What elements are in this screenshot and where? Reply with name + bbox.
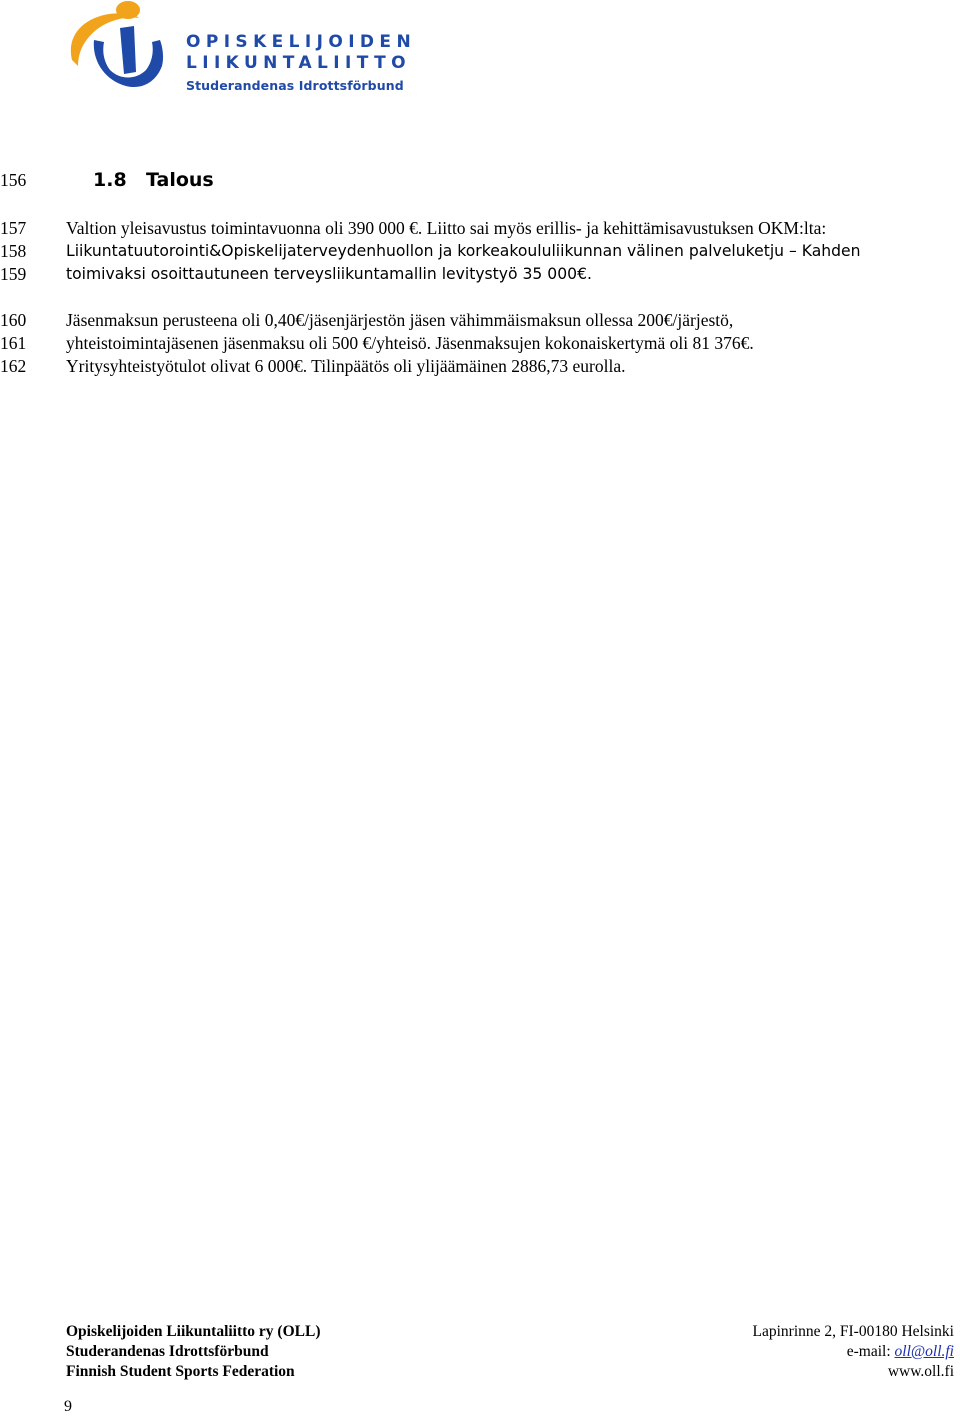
- line-text: Valtion yleisavustus toimintavuonna oli 390 000 €. Liitto sai myös erillis- ja kehittämisavustuksen OKM:lta:: [66, 218, 827, 238]
- line-number: 156: [0, 170, 27, 190]
- line-number: 161: [0, 333, 27, 353]
- footer-org-name-en: Finnish Student Sports Federation: [66, 1363, 295, 1380]
- footer-org-name-fi: Opiskelijoiden Liikuntaliitto ry (OLL): [66, 1323, 321, 1340]
- logo-text-line2: LIIKUNTALIITTO: [186, 53, 411, 73]
- footer-org-name-sv: Studerandenas Idrottsförbund: [66, 1343, 269, 1360]
- line-number: 162: [0, 356, 27, 376]
- footer-email-link[interactable]: oll@oll.fi: [894, 1343, 954, 1360]
- line-number: 160: [0, 310, 27, 330]
- section-title: Talous: [146, 169, 214, 191]
- line-text: Yritysyhteistyötulot olivat 6 000€. Tilinpäätös oli ylijäämäinen 2886,73 eurolla.: [66, 356, 626, 376]
- oll-logo: [64, 0, 417, 100]
- footer-address: Lapinrinne 2, FI-00180 Helsinki: [752, 1323, 954, 1340]
- line-number: 157: [0, 218, 27, 238]
- line-text: toimivaksi osoittautuneen terveysliikuntamallin levitystyö 35 000€.: [66, 265, 592, 283]
- section-number: 1.8: [93, 169, 127, 191]
- line-text: yhteistoimintajäsenen jäsenmaksu oli 500 €/yhteisö. Jäsenmaksujen kokonaiskertymä oli 81 376€.: [66, 333, 754, 353]
- oll-logo-mark-icon: [64, 0, 184, 100]
- line-text: Liikuntatuutorointi&Opiskelijaterveydenhuollon ja korkeakoululiikunnan välinen palveluketju – Kahden: [66, 242, 861, 260]
- footer-website[interactable]: www.oll.fi: [887, 1363, 954, 1380]
- footer-email-row: [753, 1342, 954, 1362]
- footer-email-label: e-mail:: [846, 1343, 895, 1360]
- logo-text-line3: Studerandenas Idrottsförbund: [186, 78, 404, 93]
- footer-contact: [753, 1322, 954, 1382]
- logo-text-line1: OPISKELIJOIDEN: [186, 32, 417, 52]
- page-number: 9: [64, 1398, 72, 1415]
- line-number: 158: [0, 241, 27, 261]
- footer-organization: [66, 1322, 321, 1382]
- line-text: Jäsenmaksun perusteena oli 0,40€/jäsenjärjestön jäsen vähimmäismaksun ollessa 200€/järjestö,: [66, 310, 734, 330]
- line-number: 159: [0, 264, 27, 284]
